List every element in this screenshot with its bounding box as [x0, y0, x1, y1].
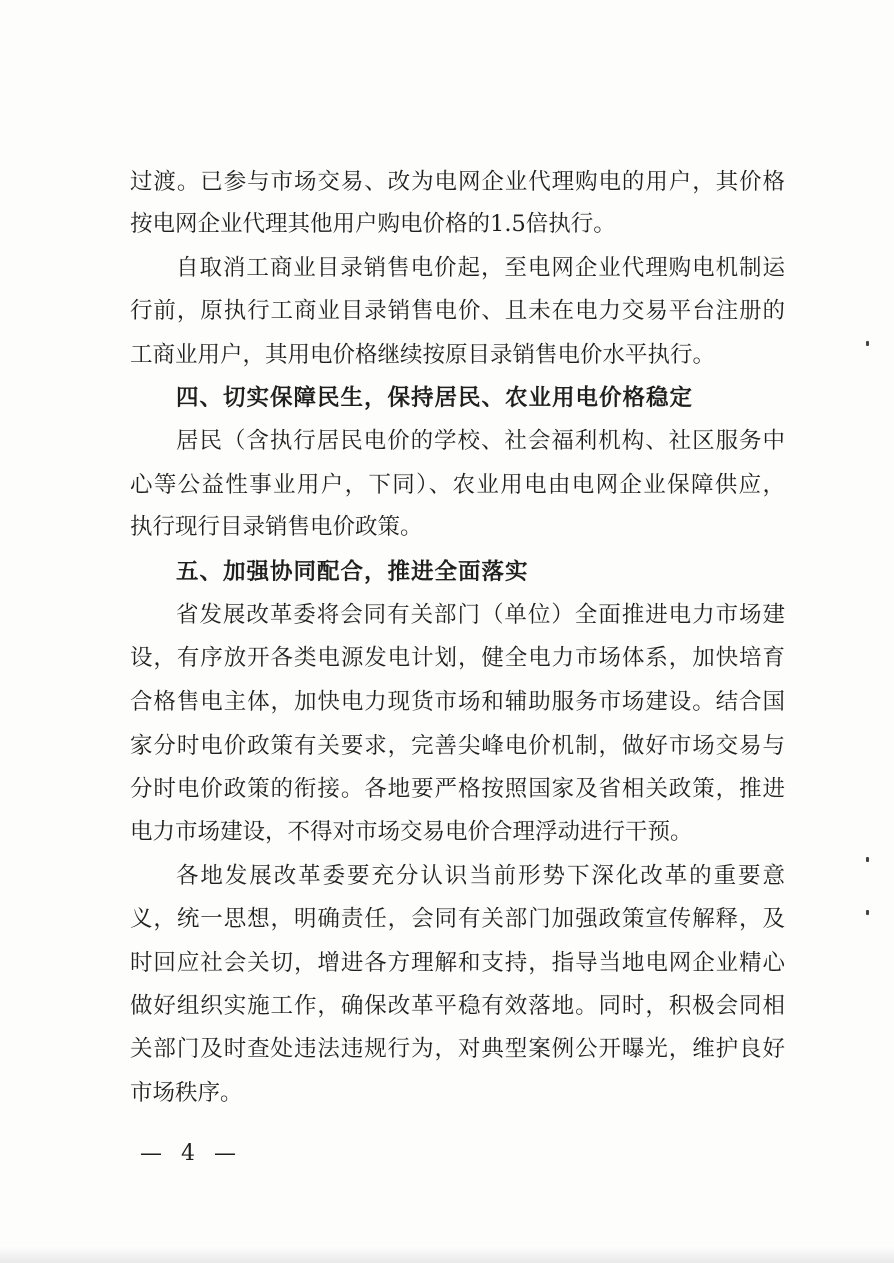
body-line: 市场秩序。	[130, 1080, 243, 1106]
body-line: 居民（含执行居民电价的学校、社会福利机构、社区服务中	[176, 428, 785, 454]
section-heading-four: 四、切实保障民生，保持居民、农业用电价格稳定	[176, 385, 694, 411]
body-line: 执行现行目录销售电价政策。	[130, 514, 423, 540]
body-line: 自取消工商业目录销售电价起，至电网企业代理购电机制运	[176, 255, 785, 281]
body-line: 各地发展改革委要充分认识当前形势下深化改革的重要意	[176, 863, 785, 889]
body-line: 工商业用户，其用电价格继续按原目录销售电价水平执行。	[130, 342, 716, 368]
body-line: 做好组织实施工作，确保改革平稳有效落地。同时，积极会同相	[130, 993, 785, 1019]
scan-mark	[866, 857, 869, 862]
body-line: 关部门及时查处违法违规行为，对典型案例公开曝光，维护良好	[130, 1036, 785, 1062]
page-number: — 4 —	[140, 1141, 242, 1166]
body-line: 合格售电主体，加快电力现货市场和辅助服务市场建设。结合国	[130, 689, 785, 715]
body-line: 省发展改革委将会同有关部门（单位）全面推进电力市场建	[176, 602, 785, 628]
body-line: 义，统一思想，明确责任，会同有关部门加强政策宣传解释，及	[130, 906, 785, 932]
body-line: 分时电价政策的衔接。各地要严格按照国家及省相关政策，推进	[130, 776, 785, 802]
body-line: 家分时电价政策有关要求，完善尖峰电价机制，做好市场交易与	[130, 733, 785, 759]
scan-mark	[866, 910, 869, 915]
body-line: 电力市场建设，不得对市场交易电价合理浮动进行干预。	[130, 819, 693, 845]
scan-mark	[866, 341, 869, 346]
body-line: 过渡。已参与市场交易、改为电网企业代理购电的用户，其价格	[130, 169, 785, 195]
body-line: 时回应社会关切，增进各方理解和支持，指导当地电网企业精心	[130, 950, 785, 976]
section-heading-five: 五、加强协同配合，推进全面落实	[176, 559, 529, 585]
page-bottom-edge	[0, 1245, 894, 1263]
body-line: 按电网企业代理其他用户购电价格的1.5倍执行。	[130, 211, 616, 237]
body-line: 心等公益性事业用户，下同）、农业用电由电网企业保障供应，	[130, 472, 785, 498]
body-line: 行前，原执行工商业目录销售电价、且未在电力交易平台注册的	[130, 298, 785, 324]
body-line: 设，有序放开各类电源发电计划，健全电力市场体系，加快培育	[130, 645, 785, 671]
